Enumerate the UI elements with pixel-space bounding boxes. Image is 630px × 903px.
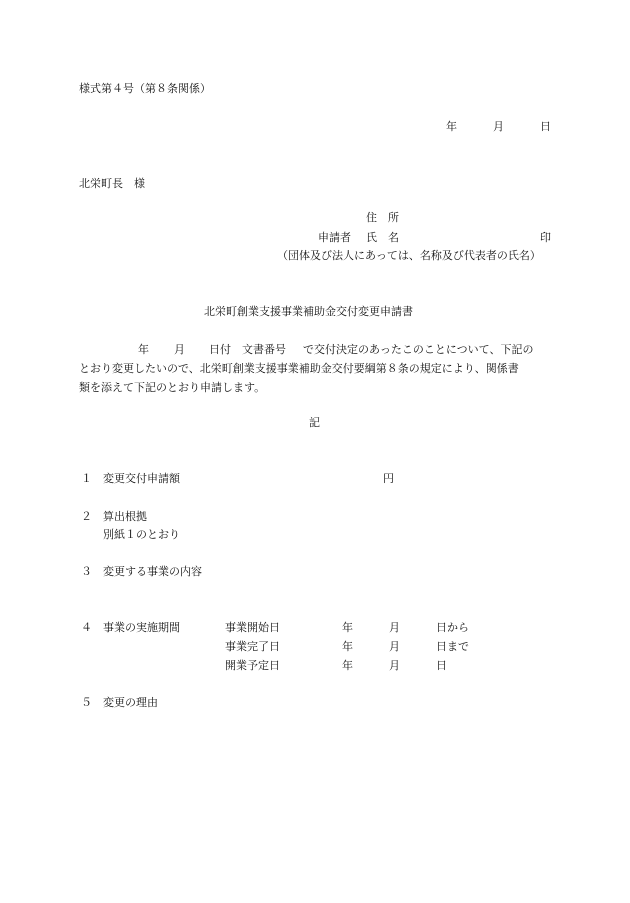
item-3-label: 変更する事業の内容 [103,565,202,578]
item-1-number: １ [81,472,92,485]
item-5-label: 変更の理由 [103,696,158,709]
period-row-day: 日まで [436,640,469,653]
intro-line3: 類を添えて下記のとおり申請します。 [79,381,266,394]
date-year: 年 [446,120,457,133]
item-4-label: 事業の実施期間 [103,621,180,634]
form-number: 様式第４号（第８条関係） [79,82,211,95]
period-row-label: 事業完了日 [225,640,280,653]
period-row-label: 開業予定日 [225,659,280,672]
period-row-month: 月 [389,659,400,672]
intro-line1: で交付決定のあったこのことについて、下記の [303,343,534,356]
item-2-detail: 別紙１のとおり [103,528,180,541]
period-row-year: 年 [342,621,353,634]
item-3-number: ３ [81,565,92,578]
item-2-number: ２ [81,510,92,523]
item-1-unit: 円 [383,472,394,485]
item-2-label: 算出根拠 [103,510,147,523]
seal-mark: 印 [540,231,551,244]
intro-year: 年 [138,343,149,356]
period-row-label: 事業開始日 [225,621,280,634]
period-row-year: 年 [342,659,353,672]
period-row-day: 日 [436,659,447,672]
item-4-number: ４ [81,621,92,634]
period-row-month: 月 [389,640,400,653]
item-5-number: ５ [81,696,92,709]
date-day: 日 [540,120,551,133]
date-month: 月 [493,120,504,133]
item-1-label: 変更交付申請額 [103,472,180,485]
intro-month: 月 [174,343,185,356]
ki-heading: 記 [309,416,320,429]
document-title: 北栄町創業支援事業補助金交付変更申請書 [204,305,413,318]
period-row-year: 年 [342,640,353,653]
addressee: 北栄町長 様 [79,177,145,190]
applicant-note: （団体及び法人にあっては、名称及び代表者の氏名） [277,249,541,262]
period-row-day: 日から [436,621,469,634]
applicant-label: 申請者 [318,231,351,244]
address-label: 住 所 [366,211,399,224]
intro-line2: とおり変更したいので、北栄町創業支援事業補助金交付要綱第８条の規定により、関係書 [79,362,519,375]
period-row-month: 月 [389,621,400,634]
intro-day-doc: 日付 文書番号 [209,343,286,356]
name-label: 氏 名 [366,231,399,244]
